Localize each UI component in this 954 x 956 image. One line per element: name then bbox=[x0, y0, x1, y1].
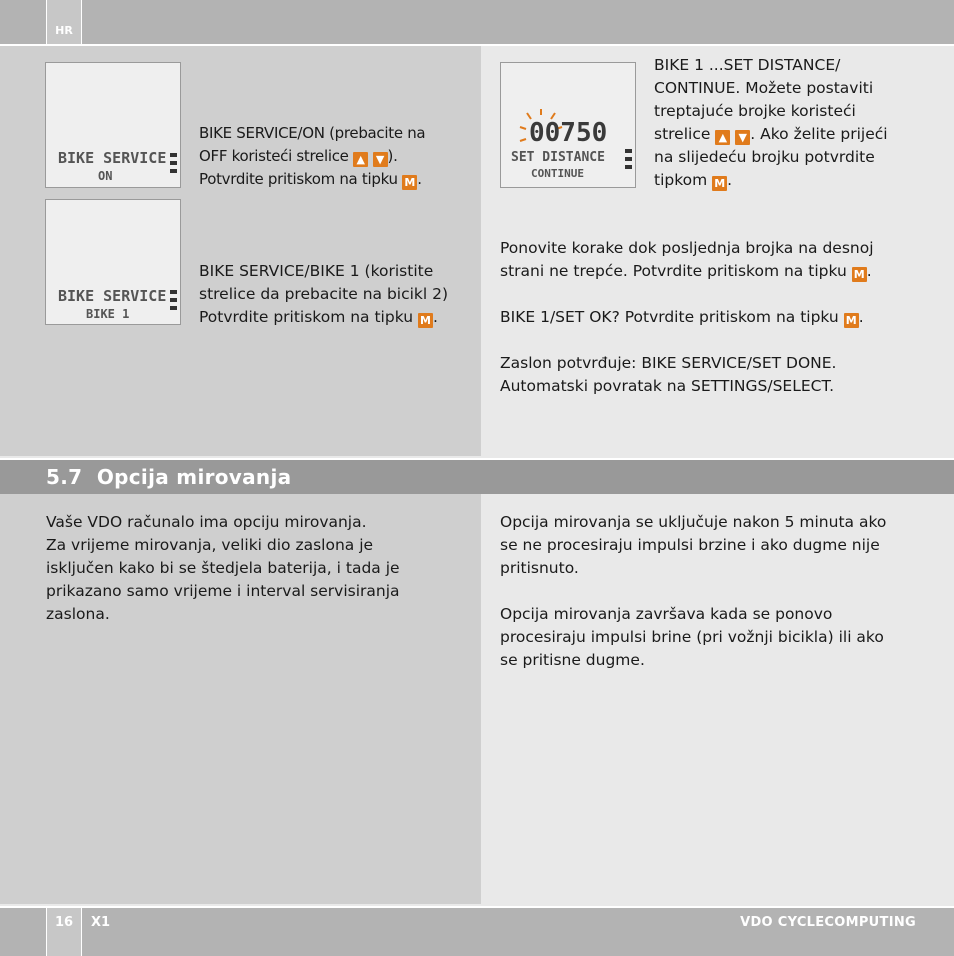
step3-line2: CONTINUE. Možete postaviti bbox=[654, 79, 874, 97]
step3-line4-end: . Ako želite prijeći bbox=[750, 125, 888, 143]
lcd-text-1b: ON bbox=[98, 169, 113, 183]
footer-bar bbox=[0, 906, 954, 956]
step1-text bbox=[199, 122, 469, 191]
section-title: 5.7 Opcija mirovanja bbox=[46, 465, 292, 489]
lcd-display-1 bbox=[46, 63, 180, 187]
detail-line: se ne procesiraju impulsi brzine i ako dugme nije bbox=[500, 536, 880, 554]
intro-line: Vaše VDO računalo ima opciju mirovanja. bbox=[46, 513, 367, 531]
step3-line1: BIKE 1 ...SET DISTANCE/ bbox=[654, 56, 841, 74]
language-tab bbox=[46, 0, 82, 44]
lcd-bike-service-on bbox=[45, 62, 181, 188]
step3-line4: strelice bbox=[654, 125, 711, 143]
para1-line2-end: . bbox=[866, 262, 872, 280]
lcd-segment-mark bbox=[625, 149, 632, 153]
language-code: HR bbox=[55, 24, 73, 37]
step2-line3-end: . bbox=[432, 308, 438, 326]
lcd-digits: 00750 bbox=[529, 118, 608, 148]
lcd-segment-mark bbox=[170, 298, 177, 302]
lcd-segment-mark bbox=[170, 290, 177, 294]
lcd-segment-mark bbox=[625, 157, 632, 161]
top-right-paragraphs bbox=[500, 237, 940, 398]
detail-line: Opcija mirovanja završava kada se ponovo bbox=[500, 605, 833, 623]
step1-line2-end: ). bbox=[387, 147, 398, 165]
header-bar bbox=[0, 0, 954, 44]
page-number: 16 bbox=[54, 915, 74, 930]
lcd-set-distance bbox=[500, 62, 636, 188]
arrow-down-icon: ▼ bbox=[735, 130, 750, 145]
step1-line1: BIKE SERVICE/ON (prebacite na bbox=[199, 124, 426, 142]
step1-line2: OFF koristeći strelice bbox=[199, 147, 349, 165]
intro-line: zaslona. bbox=[46, 605, 110, 623]
lcd-text-2b: BIKE 1 bbox=[86, 307, 130, 321]
para3-line1: Zaslon potvrđuje: BIKE SERVICE/SET DONE. bbox=[500, 354, 837, 372]
step2-line1: BIKE SERVICE/BIKE 1 (koristite bbox=[199, 262, 434, 280]
arrow-down-icon: ▼ bbox=[373, 152, 388, 167]
m-button-icon: M bbox=[852, 267, 867, 282]
intro-line: prikazano samo vrijeme i interval servisiranja bbox=[46, 582, 400, 600]
para1-line2: strani ne trepće. Potvrdite pritiskom na tipku bbox=[500, 262, 847, 280]
intro-line: isključen kako bi se štedjela baterija, i tada je bbox=[46, 559, 400, 577]
step3-line6: tipkom bbox=[654, 171, 708, 189]
step3-text bbox=[654, 54, 914, 192]
step2-text bbox=[199, 260, 474, 329]
m-button-icon: M bbox=[418, 313, 433, 328]
step2-line2: strelice da prebacite na bicikl 2) bbox=[199, 285, 449, 303]
step3-line5: na slijedeću brojku potvrdite bbox=[654, 148, 875, 166]
lcd-segment-mark bbox=[170, 161, 177, 165]
detail-line: se pritisne dugme. bbox=[500, 651, 645, 669]
step3-line3: treptajuće brojke koristeći bbox=[654, 102, 856, 120]
step1-line3-end: . bbox=[417, 170, 422, 188]
m-button-icon: M bbox=[712, 176, 727, 191]
lcd-text-2a: BIKE SERVICE bbox=[58, 287, 167, 305]
sleep-mode-details bbox=[500, 511, 940, 672]
detail-line: Opcija mirovanja se uključuje nakon 5 minuta ako bbox=[500, 513, 887, 531]
m-button-icon: M bbox=[844, 313, 859, 328]
para2-line1-end: . bbox=[858, 308, 864, 326]
intro-line: Za vrijeme mirovanja, veliki dio zaslona je bbox=[46, 536, 374, 554]
step1-line3: Potvrdite pritiskom na tipku bbox=[199, 170, 398, 188]
lcd-text-3b: SET DISTANCE bbox=[511, 150, 605, 165]
detail-line: procesiraju impulsi brine (pri vožnji bicikla) ili ako bbox=[500, 628, 884, 646]
lcd-display-2 bbox=[46, 200, 180, 324]
step3-line6-end: . bbox=[727, 171, 733, 189]
step2-line3: Potvrdite pritiskom na tipku bbox=[199, 308, 414, 326]
arrow-up-icon: ▲ bbox=[715, 130, 730, 145]
m-button-icon: M bbox=[402, 175, 417, 190]
lcd-display-3 bbox=[501, 63, 635, 187]
detail-line: pritisnuto. bbox=[500, 559, 579, 577]
arrow-up-icon: ▲ bbox=[353, 152, 368, 167]
page-number-tab bbox=[46, 908, 82, 956]
lcd-segment-mark bbox=[170, 306, 177, 310]
lcd-segment-mark bbox=[170, 153, 177, 157]
para1-line1: Ponovite korake dok posljednja brojka na desnoj bbox=[500, 239, 874, 257]
para2-line1: BIKE 1/SET OK? Potvrdite pritiskom na tipku bbox=[500, 308, 839, 326]
section-header-bar bbox=[0, 458, 954, 494]
para3-line2: Automatski povratak na SETTINGS/SELECT. bbox=[500, 377, 835, 395]
lcd-segment-mark bbox=[170, 169, 177, 173]
lcd-bike-service-bike1 bbox=[45, 199, 181, 325]
lcd-segment-mark bbox=[625, 165, 632, 169]
lcd-text-1a: BIKE SERVICE bbox=[58, 149, 167, 167]
sleep-mode-intro bbox=[46, 511, 466, 626]
brand-name: VDO CYCLECOMPUTING bbox=[740, 915, 916, 930]
model-name: X1 bbox=[91, 915, 111, 930]
lcd-text-3c: CONTINUE bbox=[531, 167, 584, 180]
